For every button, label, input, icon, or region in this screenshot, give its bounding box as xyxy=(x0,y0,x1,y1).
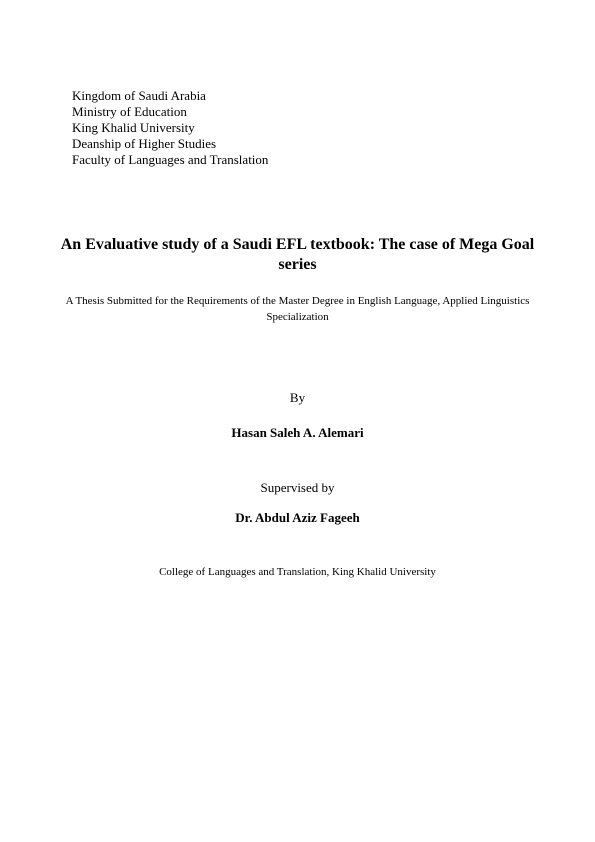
institution-ministry: Ministry of Education xyxy=(72,104,187,119)
college-affiliation: College of Languages and Translation, King Khalid University xyxy=(159,566,436,578)
institution-university: King Khalid University xyxy=(72,120,195,135)
thesis-subtitle: A Thesis Submitted for the Requirements of the Master Degree in English Language, Applied Linguistics Specialization xyxy=(65,295,530,323)
author-name: Hasan Saleh A. Alemari xyxy=(231,425,364,440)
thesis-title: An Evaluative study of a Saudi EFL textbook: The case of Mega Goal series xyxy=(60,236,535,273)
supervisor-name: Dr. Abdul Aziz Fageeh xyxy=(235,510,360,525)
institution-deanship: Deanship of Higher Studies xyxy=(72,136,217,151)
institution-faculty: Faculty of Languages and Translation xyxy=(72,152,269,167)
institution-country: Kingdom of Saudi Arabia xyxy=(72,88,206,103)
supervised-by-label: Supervised by xyxy=(260,480,335,495)
institution-block xyxy=(72,88,522,168)
by-label: By xyxy=(289,390,306,405)
